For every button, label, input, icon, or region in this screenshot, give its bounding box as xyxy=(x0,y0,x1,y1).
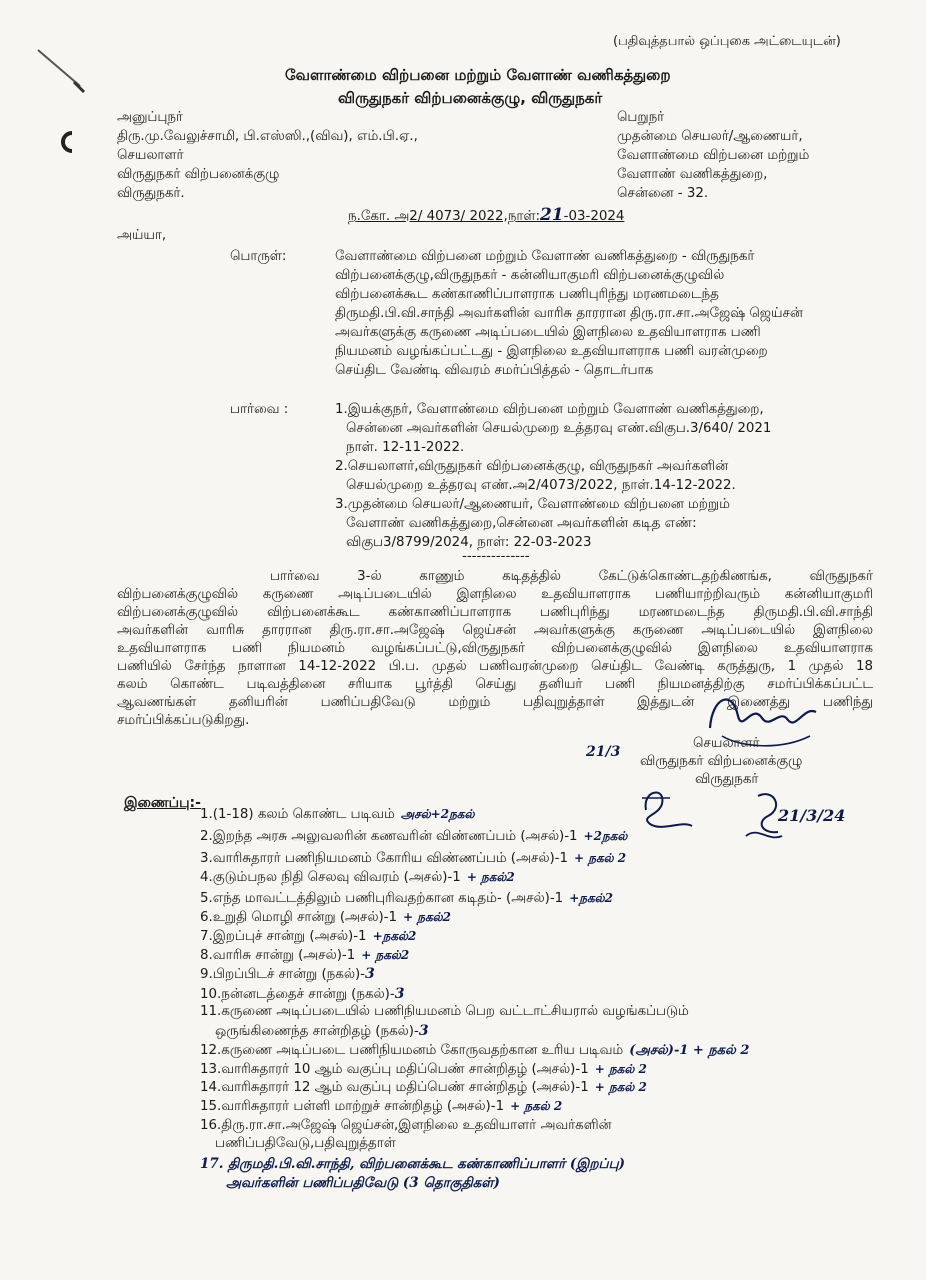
enclosure-handwritten-note: 3 xyxy=(394,986,405,1002)
enclosure-handwritten-note: + நகல்2 xyxy=(361,948,410,962)
reference-item: சென்னை அவர்களின் செயல்முறை உத்தரவு எண்.விகுப.3/640/ 2021 xyxy=(346,421,772,436)
enclosures-label: இணைப்பு:- xyxy=(124,795,201,811)
reference-date-tail: -03-2024 xyxy=(563,209,625,224)
enclosure-text: 11.கருணை அடிப்படையில் பணிநியமனம் பெற வட்டாட்சியரால் வழங்கப்படும் xyxy=(200,1004,689,1019)
initials-handwritten: 21/3 xyxy=(586,744,621,760)
reference-item: 3.முதன்மை செயலர்/ஆணையர், வேளாண்மை விற்பனை மற்றும் xyxy=(335,497,730,512)
enclosure-item-17-handwritten: 17. திருமதி.பி.வி.சாந்தி, விற்பனைக்கூட கண்காணிப்பாளர் (இறப்பு) xyxy=(200,1156,626,1172)
body-line: விற்பனைக்குழுவில் கருணை அடிப்படையில் இளநிலை உதவியாளராக பணியாற்றிவரும் கன்னியாகுமரி xyxy=(117,587,873,602)
punch-hole-icon xyxy=(58,130,78,154)
body-line: பணியில் சேர்ந்த நாளான 14-12-2022 பி.ப. முதல் பணிவரன்முறை செய்திட வேண்டி கருத்துரு, 1 முதல் 18 xyxy=(117,659,873,674)
sender-label: அனுப்புநர் xyxy=(117,110,183,125)
enclosure-text: 4.குடும்பநல நிதி செலவு விவரம் (அசல்)-1 xyxy=(200,870,461,885)
enclosure-text: ஒருங்கிணைந்த சான்றிதழ் (நகல்)- xyxy=(215,1024,419,1039)
enclosure-item xyxy=(200,870,515,886)
reference-item: 2.செயலாளர்,விருதுநகர் விற்பனைக்குழு, விருதுநகர் அவர்களின் xyxy=(335,459,729,474)
enclosure-item-17-handwritten-cont: அவர்களின் பணிப்பதிவேடு (3 தொகுதிகள்) xyxy=(226,1175,500,1191)
enclosure-handwritten-note: + நகல் 2 xyxy=(574,851,627,865)
reference-item: 1.இயக்குநர், வேளாண்மை விற்பனை மற்றும் வேளாண் வணிகத்துறை, xyxy=(335,402,764,417)
enclosure-handwritten-note: + நகல்2 xyxy=(403,910,451,924)
reference-item: செயல்முறை உத்தரவு எண்.அ2/4073/2022, நாள்.14-12-2022. xyxy=(346,478,736,493)
subject-line: செய்திட வேண்டி விவரம் சமர்ப்பித்தல் - தொடர்பாக xyxy=(335,363,654,378)
heading-line1: வேளாண்மை விற்பனை மற்றும் வேளாண் வணிகத்துறை xyxy=(285,66,671,84)
enclosure-item xyxy=(200,910,451,926)
reference-number-text: ந.கோ. அ2/ 4073/ 2022,நாள்: xyxy=(348,209,540,224)
body-line: பார்வை 3-ல் காணும் கடிதத்தில் கேட்டுக்கொண்டதற்கிணங்க, விருதுநகர் xyxy=(270,569,873,584)
subject-line: விற்பனைக்குழு,விருதுநகர் - கன்னியாகுமரி விற்பனைக்குழுவில் xyxy=(335,268,725,283)
enclosure-item xyxy=(200,948,409,964)
sender-office: விருதுநகர் விற்பனைக்குழு xyxy=(117,167,280,182)
enclosure-handwritten-note: +நகல்2 xyxy=(569,891,613,905)
enclosure-text: 6.உறுதி மொழி சான்று (அசல்)-1 xyxy=(200,910,398,925)
body-line: அவர்களின் வாரிசு தாரரான திரு.ரா.சா.அஜேஷ் ஜெய்சன் அவர்களுக்கு கருணை அடிப்படையில் இளநிலை xyxy=(117,623,873,638)
enclosure-item xyxy=(200,1062,647,1078)
sender-name: திரு.மு.வேலுச்சாமி, பி.எஸ்ஸி.,(விவ), எம்.பி.ஏ., xyxy=(117,129,418,144)
recipient-line4: சென்னை - 32. xyxy=(617,186,709,201)
reference-item: நாள். 12-11-2022. xyxy=(346,440,465,455)
recipient-line1: முதன்மை செயலர்/ஆணையர், xyxy=(617,129,803,144)
enclosure-text: 9.பிறப்பிடச் சான்று (நகல்)- xyxy=(200,967,366,982)
subject-label: பொருள்: xyxy=(230,249,287,264)
enclosure-handwritten-note: +2நகல் xyxy=(583,829,628,843)
reference-date-handwritten: 21 xyxy=(539,205,564,225)
subject-line: அவர்களுக்கு கருணை அடிப்படையில் இளநிலை உதவியாளராக பணி xyxy=(335,325,761,340)
enclosure-handwritten-note: +நகல்2 xyxy=(372,929,417,943)
signature-designation: செயலாளர் xyxy=(693,736,760,751)
subject-line: விற்பனைக்கூட கண்காணிப்பாளராக பணிபுரிந்து மரணமடைந்த xyxy=(335,287,719,302)
reference-number xyxy=(348,205,624,225)
enclosure-handwritten-note: + நகல் 2 xyxy=(510,1099,563,1113)
enclosure-text: 16.திரு.ரா.சா.அஜேஷ் ஜெய்சன்,இளநிலை உதவியாளர் அவர்களின் xyxy=(200,1118,612,1133)
enclosure-text: பணிப்பதிவேடு,பதிவுறுத்தாள் xyxy=(215,1136,396,1151)
body-line: கலம் கொண்ட படிவத்தினை சரியாக பூர்த்தி செய்து தனியர் பணி நியமனத்திற்கு சமர்ப்பிக்கப்பட்ட xyxy=(117,677,873,692)
enclosure-handwritten-note: 3 xyxy=(418,1023,429,1039)
signature-place: விருதுநகர் xyxy=(695,772,759,787)
enclosure-item xyxy=(200,986,404,1003)
enclosure-item xyxy=(215,1136,396,1152)
enclosure-item xyxy=(200,1043,749,1059)
sender-place: விருதுநகர். xyxy=(117,186,185,201)
enclosure-text: 8.வாரிசு சான்று (அசல்)-1 xyxy=(200,948,356,963)
reference-item: விகுப3/8799/2024, நாள்: 22-03-2023 xyxy=(346,535,592,550)
body-line: விற்பனைக்குழுவில் விற்பனைக்கூட கண்காணிப்பாளராக பணிபுரிந்து மரணமடைந்த திருமதி.பி.வி.சாந்தி xyxy=(117,605,873,620)
enclosure-item xyxy=(200,1080,647,1096)
enclosure-item xyxy=(200,829,627,845)
recipient-label: பெறுநர் xyxy=(617,110,665,125)
enclosure-text: 13.வாரிசுதாரர் 10 ஆம் வகுப்பு மதிப்பெண் சான்றிதழ் (அசல்)-1 xyxy=(200,1062,589,1077)
recipient-line3: வேளாண் வணிகத்துறை, xyxy=(617,167,768,182)
enclosure-text: 7.இறப்புச் சான்று (அசல்)-1 xyxy=(200,929,367,944)
enclosure-text: 10.நன்னடத்தைச் சான்று (நகல்)- xyxy=(200,987,395,1002)
enclosure-handwritten-note: + நகல் 2 xyxy=(594,1062,647,1076)
enclosure-item xyxy=(200,1004,689,1020)
sender-designation: செயலாளர் xyxy=(117,148,184,163)
enclosure-text: 3.வாரிசுதாரர் பணிநியமனம் கோரிய விண்ணப்பம் (அசல்)-1 xyxy=(200,851,569,866)
enclosure-text: 2.இறந்த அரசு அலுவலரின் கணவரின் விண்ணப்பம் (அசல்)-1 xyxy=(200,829,578,844)
body-line: சமர்ப்பிக்கப்படுகிறது. xyxy=(117,713,250,728)
enclosure-handwritten-note: + நகல்2 xyxy=(466,870,515,884)
heading-line2: விருதுநகர் விற்பனைக்குழு, விருதுநகர் xyxy=(338,89,603,107)
salutation: அய்யா, xyxy=(117,228,167,243)
staple-mark-icon xyxy=(34,46,94,96)
enclosure-item xyxy=(200,929,416,945)
body-line: உதவியாளராக பணி நியமனம் வழங்கப்பட்டு,விருதுநகர் விற்பனைக்குழுவில் இளநிலை உதவியாளராக xyxy=(117,641,873,656)
reference-item: வேளாண் வணிகத்துறை,சென்னை அவர்களின் கடித எண்: xyxy=(346,516,697,531)
references-label: பார்வை : xyxy=(230,402,289,417)
enclosure-item xyxy=(215,1023,429,1040)
enclosure-item xyxy=(200,1099,562,1115)
enclosure-handwritten-note: அசல்+2நகல் xyxy=(400,807,475,821)
body-line: ஆவணங்கள் தனியரின் பணிப்பதிவேடு மற்றும் பதிவுறுத்தாள் இத்துடன் இணைத்து பணிந்து xyxy=(117,695,873,710)
enclosure-item xyxy=(200,966,375,983)
enclosure-text: 15.வாரிசுதாரர் பள்ளி மாற்றுச் சான்றிதழ் (அசல்)-1 xyxy=(200,1099,505,1114)
handwritten-initial-mark xyxy=(632,780,702,840)
registered-post-note: (பதிவுத்தபால் ஒப்புகை அட்டையுடன்) xyxy=(613,34,841,49)
enclosure-item xyxy=(200,1118,612,1134)
enclosure-item xyxy=(200,807,474,823)
signature-handwritten-date: 21/3/24 xyxy=(778,806,846,825)
enclosure-item xyxy=(200,891,613,907)
enclosure-text: 14.வாரிசுதாரர் 12 ஆம் வகுப்பு மதிப்பெண் சான்றிதழ் (அசல்)-1 xyxy=(200,1080,589,1095)
enclosure-item xyxy=(200,851,626,867)
enclosure-handwritten-note: (அசல்)-1 + நகல் 2 xyxy=(629,1043,750,1058)
enclosure-text: 12.கருணை அடிப்படை பணிநியமனம் கோருவதற்கான உரிய படிவம் xyxy=(200,1043,624,1058)
subject-line: திருமதி.பி.வி.சாந்தி அவர்களின் வாரிசு தாரரான திரு.ரா.சா.அஜேஷ் ஜெய்சன் xyxy=(335,306,803,321)
enclosure-text: 1.(1-18) கலம் கொண்ட படிவம் xyxy=(200,807,395,822)
enclosure-handwritten-note: 3 xyxy=(365,966,375,982)
enclosure-text: 5.எந்த மாவட்டத்திலும் பணிபுரிவதற்கான கடிதம்- (அசல்)-1 xyxy=(200,891,564,906)
signature-office: விருதுநகர் விற்பனைக்குழு xyxy=(640,754,803,769)
enclosure-handwritten-note: + நகல் 2 xyxy=(594,1080,647,1094)
subject-line: வேளாண்மை விற்பனை மற்றும் வேளாண் வணிகத்துறை - விருதுநகர் xyxy=(335,249,755,264)
divider: -------------- xyxy=(462,549,530,564)
recipient-line2: வேளாண்மை விற்பனை மற்றும் xyxy=(617,148,810,163)
subject-line: நியமனம் வழங்கப்பட்டது - இளநிலை உதவியாளராக பணி வரன்முறை xyxy=(335,344,768,359)
